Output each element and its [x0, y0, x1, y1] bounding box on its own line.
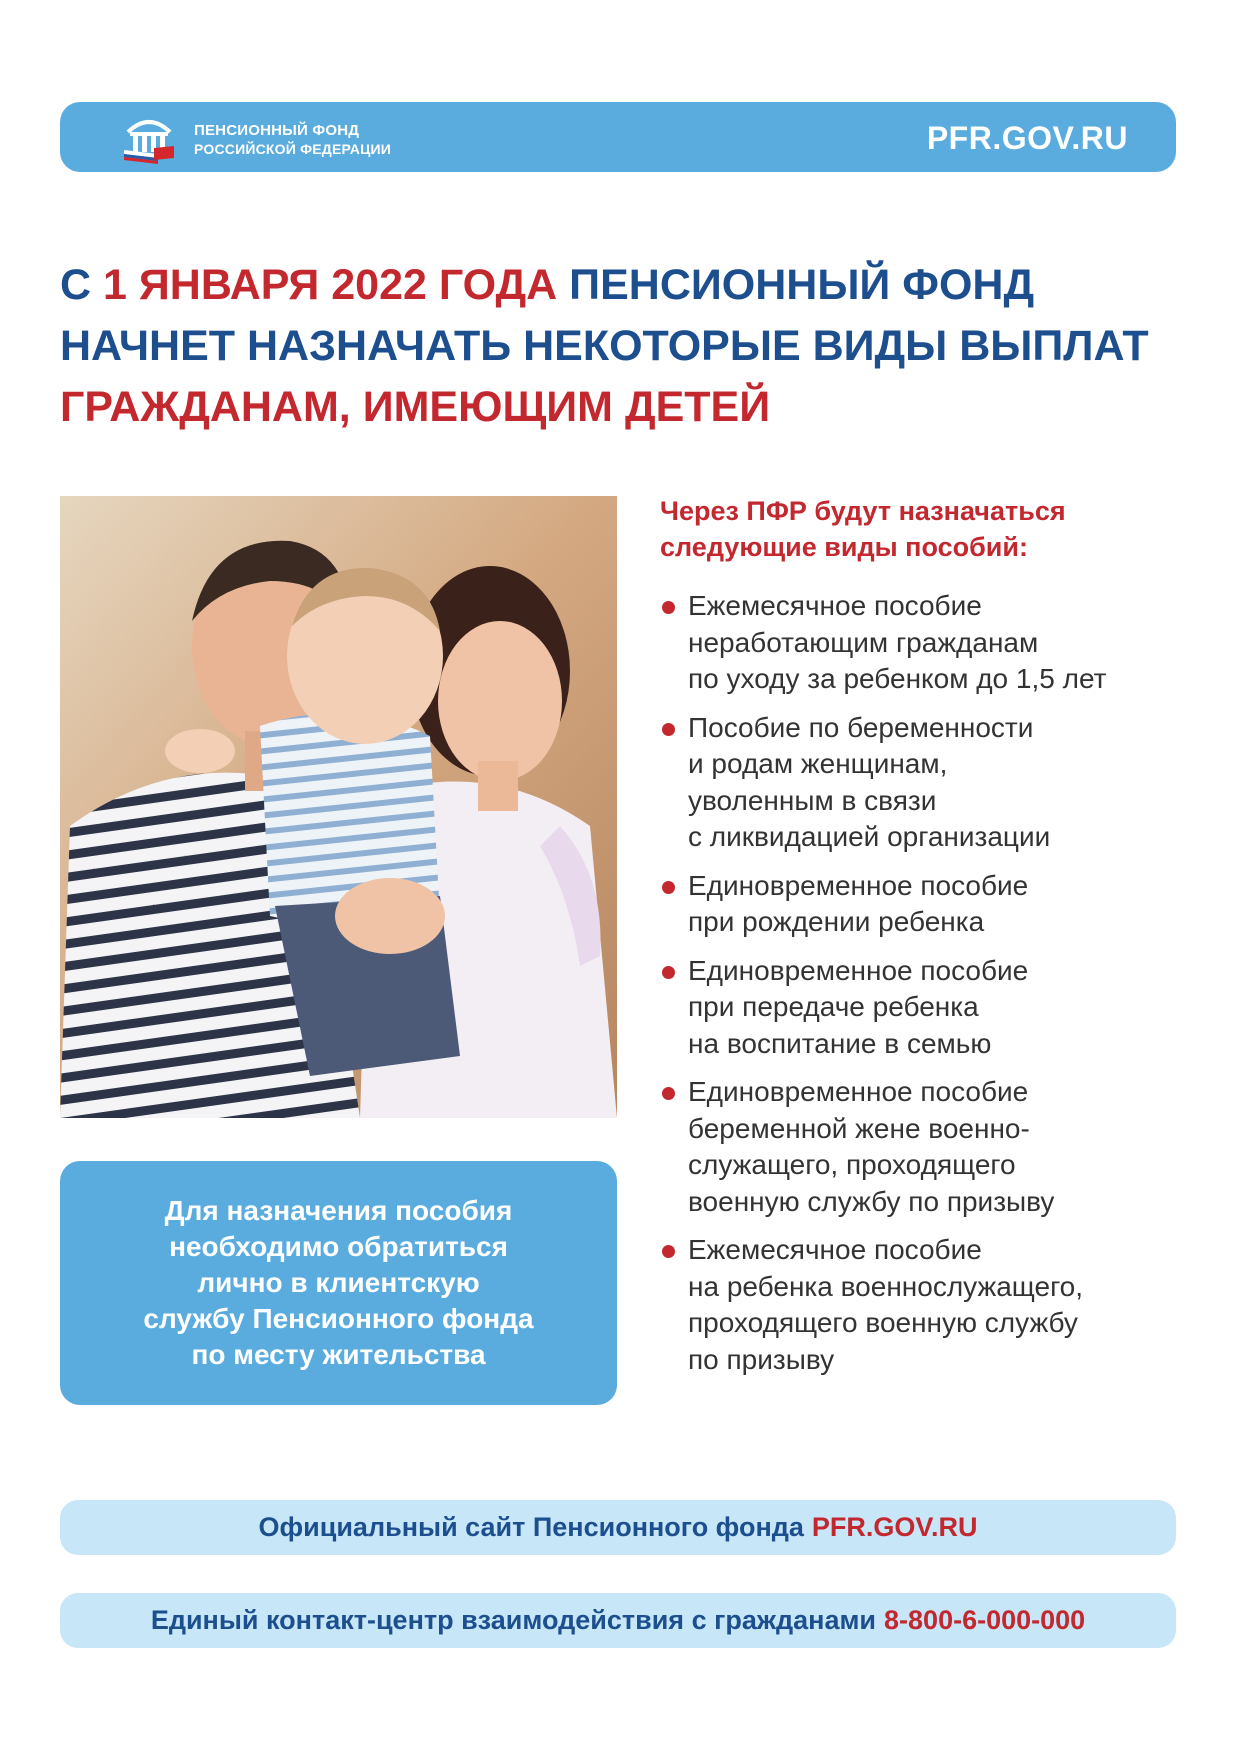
- benefit-line: служащего, проходящего: [688, 1149, 1016, 1180]
- benefit-line: уволенным в связи: [688, 784, 937, 816]
- benefit-item: [660, 710, 1220, 856]
- benefit-item: [660, 953, 1220, 1063]
- benefit-line: Пособие по беременности: [688, 711, 1034, 743]
- note-line: лично в клиентскую: [197, 1267, 480, 1298]
- title-line3: ГРАЖДАНАМ, ИМЕЮЩИМ ДЕТЕЙ: [60, 383, 771, 431]
- note-line: Для назначения пособия: [164, 1195, 513, 1226]
- benefit-line: Ежемесячное пособие: [688, 1234, 982, 1265]
- title-suffix: ПЕНСИОННЫЙ ФОНД: [557, 261, 1035, 309]
- benefit-line: на ребенка военнослужащего,: [688, 1270, 1084, 1302]
- org-name-line2: РОССИЙСКОЙ ФЕДЕРАЦИИ: [194, 141, 392, 157]
- official-site-bar: [60, 1500, 1176, 1555]
- benefit-line: на воспитание в семью: [688, 1027, 992, 1059]
- pfr-emblem-icon: [118, 110, 180, 164]
- contact-center-bar: [60, 1593, 1176, 1648]
- benefit-line: и родам женщинам,: [688, 748, 948, 779]
- intro-line2: следующие виды пособий:: [660, 532, 1028, 562]
- benefit-line: по уходу за ребенком до 1,5 лет: [688, 663, 1107, 694]
- benefit-line: проходящего военную службу: [688, 1307, 1078, 1338]
- org-name-line1: ПЕНСИОННЫЙ ФОНД: [194, 122, 360, 139]
- benefit-line: Единовременное пособие: [688, 954, 1029, 986]
- contact-center-text: Единый контакт-центр взаимодействия с гражданами: [150, 1605, 877, 1635]
- application-note: [60, 1161, 617, 1405]
- header-site-link[interactable]: PFR.GOV.RU: [926, 120, 1128, 156]
- benefit-line: Ежемесячное пособие: [688, 590, 982, 621]
- bullet-dot-icon: [662, 966, 675, 979]
- note-line: по месту жительства: [191, 1339, 486, 1370]
- benefits-list: [660, 588, 1220, 1378]
- benefit-item: [660, 1074, 1220, 1220]
- title-line2: НАЧНЕТ НАЗНАЧАТЬ НЕКОТОРЫЕ ВИДЫ ВЫПЛАТ: [60, 322, 1149, 370]
- benefit-line: неработающим гражданам: [688, 626, 1039, 658]
- bullet-dot-icon: [662, 723, 675, 736]
- benefit-line: военную службу по призыву: [688, 1185, 1055, 1217]
- official-site-text: Официальный сайт Пенсионного фонда: [258, 1512, 804, 1542]
- benefit-line: Единовременное пособие: [688, 869, 1029, 901]
- benefits-intro: [660, 493, 1066, 565]
- page-title: [60, 255, 1210, 438]
- benefit-line: Единовременное пособие: [688, 1076, 1029, 1107]
- title-line1: [60, 255, 1210, 316]
- family-photo: [60, 496, 617, 1118]
- title-prefix: С: [60, 261, 103, 309]
- benefit-line: с ликвидацией организации: [688, 821, 1051, 852]
- benefit-line: беременной жене военно-: [688, 1112, 1030, 1144]
- contact-phone[interactable]: 8-800-6-000-000: [884, 1605, 1086, 1635]
- header-bar: [60, 102, 1176, 172]
- benefit-line: по призыву: [688, 1343, 835, 1375]
- intro-line1: Через ПФР будут назначаться: [660, 496, 1066, 526]
- bullet-dot-icon: [662, 881, 675, 894]
- benefit-item: [660, 1232, 1220, 1378]
- benefit-item: [660, 868, 1220, 941]
- note-line: необходимо обратиться: [169, 1231, 508, 1262]
- benefit-item: [660, 588, 1220, 698]
- note-line: службу Пенсионного фонда: [143, 1303, 534, 1334]
- benefit-line: при рождении ребенка: [688, 906, 985, 937]
- bullet-dot-icon: [662, 601, 675, 614]
- bullet-dot-icon: [662, 1245, 675, 1258]
- org-name: [194, 121, 391, 159]
- official-site-link[interactable]: PFR.GOV.RU: [811, 1512, 978, 1542]
- bullet-dot-icon: [662, 1087, 675, 1100]
- title-date: 1 ЯНВАРЯ 2022 ГОДА: [103, 261, 558, 309]
- benefit-line: при передаче ребенка: [688, 991, 979, 1022]
